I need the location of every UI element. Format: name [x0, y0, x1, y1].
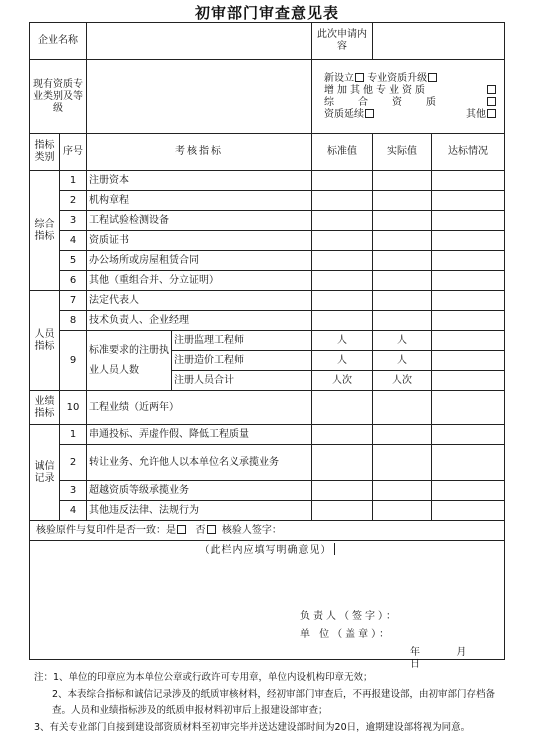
col-actual-header: 实际值	[373, 134, 432, 171]
row-no: 5	[60, 251, 87, 271]
status-cell[interactable]	[432, 371, 505, 391]
date-year-label: 年	[410, 647, 420, 658]
company-name-field[interactable]	[87, 23, 312, 60]
row-no: 10	[60, 391, 87, 425]
status-cell[interactable]	[432, 391, 505, 425]
option-upgrade: 专业资质升级	[367, 72, 428, 84]
option-other: 其他	[466, 108, 486, 120]
verify-line	[30, 521, 505, 541]
row-item: 机构章程	[87, 191, 312, 211]
standard-cell[interactable]	[312, 171, 373, 191]
row-item: 标准要求的注册执业人员人数	[87, 331, 172, 391]
group-comprehensive: 综合指标	[30, 171, 60, 291]
row-item: 转让业务、允许他人以本单位名义承揽业务	[87, 445, 312, 481]
row-item: 资质证书	[87, 231, 312, 251]
actual-cell[interactable]	[373, 211, 432, 231]
actual-cell[interactable]	[373, 481, 432, 501]
checkbox-add-other[interactable]	[487, 85, 496, 94]
standard-cell[interactable]	[312, 481, 373, 501]
status-cell[interactable]	[432, 291, 505, 311]
actual-cell[interactable]	[373, 271, 432, 291]
checkbox-extension[interactable]	[365, 109, 374, 118]
checkbox-other[interactable]	[487, 109, 496, 118]
row-no: 8	[60, 311, 87, 331]
apply-type-options	[312, 60, 505, 134]
option-integrated: 综合资质	[324, 96, 460, 108]
text-cursor	[334, 543, 335, 555]
checkbox-verify-yes[interactable]	[177, 525, 186, 534]
verify-no-label: 否	[195, 524, 206, 536]
row-no: 7	[60, 291, 87, 311]
standard-cell[interactable]	[312, 501, 373, 521]
form-title: 初审部门审查意见表	[194, 4, 339, 22]
status-cell[interactable]	[432, 425, 505, 445]
group-integrity: 诚信记录	[30, 425, 60, 521]
company-name-label: 企业名称	[30, 23, 87, 60]
actual-cell[interactable]	[373, 445, 432, 481]
sub-item-label: 注册人员合计	[172, 371, 312, 391]
option-add-other: 增加其他专业资质	[324, 84, 428, 96]
responsible-signature-label: 负责人（签字）：	[300, 611, 399, 622]
footnote-item: 3、有关专业部门自接到建设部资质材料至初审完毕并送达建设部时间为20日，逾期建设部将视为同意。	[34, 721, 471, 733]
footnotes	[34, 670, 500, 736]
option-new-setup: 新设立	[324, 72, 354, 84]
actual-cell[interactable]	[373, 251, 432, 271]
standard-cell[interactable]: 人	[312, 331, 373, 351]
remarks-field[interactable]	[30, 541, 505, 670]
row-no: 3	[60, 211, 87, 231]
standard-cell[interactable]	[312, 425, 373, 445]
status-cell[interactable]	[432, 481, 505, 501]
actual-cell[interactable]	[373, 231, 432, 251]
actual-cell[interactable]	[373, 425, 432, 445]
status-cell[interactable]	[432, 211, 505, 231]
footnote-item: 2、本表综合指标和诚信记录涉及的纸质审核材料，经初审部门审查后，不再报建设部，由初审部门存档备查。人员和业绩指标涉及的纸质申报材料初审后上报建设部审查；	[52, 688, 496, 716]
row-item: 其他违反法律、法规行为	[87, 501, 312, 521]
row-item: 其他（重组合并、分立证明）	[87, 271, 312, 291]
standard-cell[interactable]	[312, 291, 373, 311]
review-form-table	[29, 22, 505, 670]
actual-cell[interactable]	[373, 391, 432, 425]
remarks-hint: （此栏内应填写明确意见）	[199, 545, 332, 556]
row-item: 技术负责人、企业经理	[87, 311, 312, 331]
status-cell[interactable]	[432, 191, 505, 211]
standard-cell[interactable]	[312, 311, 373, 331]
checkbox-new-setup[interactable]	[355, 73, 364, 82]
standard-cell[interactable]	[312, 391, 373, 425]
standard-cell[interactable]	[312, 231, 373, 251]
standard-cell[interactable]	[312, 271, 373, 291]
actual-cell[interactable]	[373, 191, 432, 211]
standard-cell[interactable]	[312, 191, 373, 211]
row-item: 工程业绩（近两年）	[87, 391, 312, 425]
apply-content-label: 此次申请内容	[312, 23, 373, 60]
unit-seal-label: 单 位（盖章）：	[300, 629, 393, 640]
status-cell[interactable]	[432, 331, 505, 351]
row-no: 3	[60, 481, 87, 501]
col-standard-header: 标准值	[312, 134, 373, 171]
row-item: 注册资本	[87, 171, 312, 191]
standard-cell[interactable]	[312, 445, 373, 481]
date-month-label: 月	[456, 647, 467, 658]
row-item: 法定代表人	[87, 291, 312, 311]
actual-cell[interactable]: 人次	[373, 371, 432, 391]
status-cell[interactable]	[432, 271, 505, 291]
footnote-item: 注：1、单位的印章应为本单位公章或行政许可专用章，单位内设机构印章无效；	[34, 672, 373, 683]
standard-cell[interactable]	[312, 211, 373, 231]
apply-content-field[interactable]	[373, 23, 505, 60]
col-seq-header: 序号	[60, 134, 87, 171]
row-item: 串通投标、弄虚作假、降低工程质量	[87, 425, 312, 445]
status-cell[interactable]	[432, 231, 505, 251]
actual-cell[interactable]	[373, 171, 432, 191]
actual-cell[interactable]	[373, 501, 432, 521]
col-status-header: 达标情况	[432, 134, 505, 171]
checkbox-verify-no[interactable]	[207, 525, 216, 534]
col-item-header: 考核指标	[87, 134, 312, 171]
row-no: 2	[60, 191, 87, 211]
sub-item-label: 注册监理工程师	[172, 331, 312, 351]
row-item: 超越资质等级承揽业务	[87, 481, 312, 501]
row-no: 9	[60, 331, 87, 391]
standard-cell[interactable]: 人	[312, 351, 373, 371]
date-day-label: 日	[410, 659, 420, 670]
qualification-field[interactable]	[87, 60, 312, 134]
status-cell[interactable]	[432, 501, 505, 521]
status-cell[interactable]	[432, 445, 505, 481]
row-no: 1	[60, 425, 87, 445]
verify-question: 核验原件与复印件是否一致：是	[36, 524, 176, 536]
checkbox-upgrade[interactable]	[428, 73, 437, 82]
status-cell[interactable]	[432, 251, 505, 271]
actual-cell[interactable]: 人	[373, 351, 432, 371]
group-personnel: 人员指标	[30, 291, 60, 391]
row-no: 4	[60, 501, 87, 521]
col-category-header: 指标类别	[30, 134, 60, 171]
status-cell[interactable]	[432, 171, 505, 191]
sub-item-label: 注册造价工程师	[172, 351, 312, 371]
group-performance: 业绩指标	[30, 391, 60, 425]
qualification-label: 现有资质专业类别及等级	[30, 60, 87, 134]
checker-signature-label: 核验人签字：	[221, 524, 282, 536]
row-item: 工程试验检测设备	[87, 211, 312, 231]
row-no: 1	[60, 171, 87, 191]
actual-cell[interactable]	[373, 291, 432, 311]
standard-cell[interactable]	[312, 251, 373, 271]
actual-cell[interactable]	[373, 311, 432, 331]
standard-cell[interactable]: 人次	[312, 371, 373, 391]
row-no: 2	[60, 445, 87, 481]
status-cell[interactable]	[432, 351, 505, 371]
status-cell[interactable]	[432, 311, 505, 331]
checkbox-integrated[interactable]	[487, 97, 496, 106]
row-no: 6	[60, 271, 87, 291]
row-no: 4	[60, 231, 87, 251]
row-item: 办公场所或房屋租赁合同	[87, 251, 312, 271]
option-extension: 资质延续	[324, 108, 364, 120]
actual-cell[interactable]: 人	[373, 331, 432, 351]
